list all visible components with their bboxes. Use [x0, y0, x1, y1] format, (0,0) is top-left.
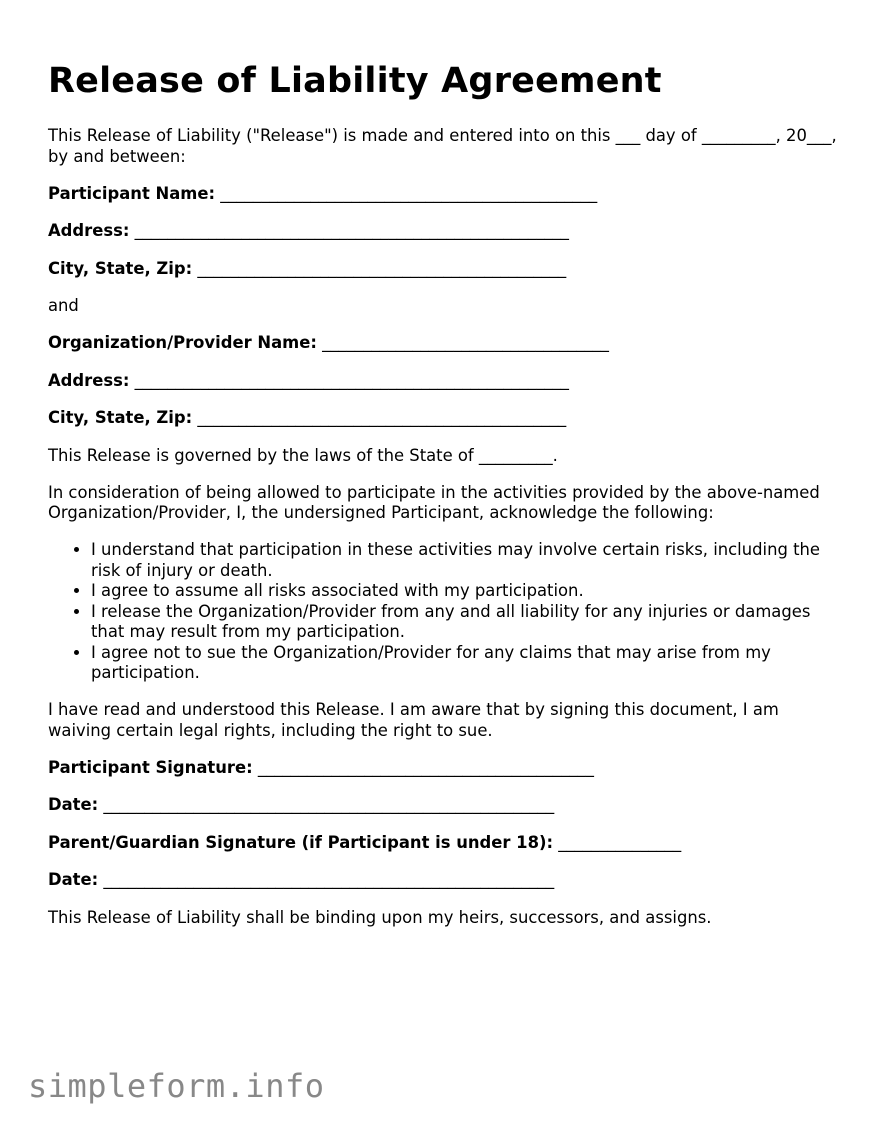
and-text: and	[48, 296, 79, 315]
organization-name-label: Organization/Provider Name:	[48, 333, 317, 352]
guardian-signature-label: Parent/Guardian Signature (if Participant is under 18):	[48, 832, 554, 852]
guardian-date-label: Date:	[48, 870, 99, 889]
organization-name-field	[48, 333, 838, 354]
participant-signature-label: Participant Signature:	[48, 757, 253, 777]
participant-name-line[interactable]: ______________________________________________	[220, 183, 598, 203]
organization-city-label: City, State, Zip:	[48, 408, 193, 427]
participant-address-label: Address:	[48, 221, 130, 240]
organization-city-field	[48, 408, 838, 429]
list-item: • I understand that participation in these activities may involve certain risks, including the risk of injury or death.	[91, 540, 838, 581]
intro-paragraph: This Release of Liability ("Release") is made and entered into on this ___ day of _________, 20___, by and between:	[48, 126, 837, 166]
governing-law-paragraph: This Release is governed by the laws of the State of _________.	[48, 445, 558, 465]
organization-address-label: Address:	[48, 370, 130, 390]
participant-address-line[interactable]: _____________________________________________________	[134, 221, 569, 240]
organization-name-line[interactable]: ___________________________________	[322, 333, 609, 352]
consideration-paragraph: In consideration of being allowed to participate in the activities provided by the above-named Organization/Provider, I, the undersigned Participant, acknowledge the following:	[48, 482, 820, 522]
list-item: • I agree not to sue the Organization/Provider for any claims that may arise from my participation.	[91, 643, 838, 684]
waiver-paragraph: I have read and understood this Release. I am aware that by signing this document, I am waiving certain legal rights, including the right to sue.	[48, 700, 779, 740]
participant-name-label: Participant Name:	[48, 183, 216, 203]
participant-signature-field	[48, 758, 838, 779]
document-title: Release of Liability Agreement	[48, 61, 662, 101]
participant-signature-line[interactable]: _________________________________________	[257, 757, 594, 777]
participant-city-line[interactable]: _____________________________________________	[197, 258, 567, 278]
watermark: simpleform.info	[28, 1067, 325, 1105]
organization-city-line[interactable]: _____________________________________________	[197, 408, 567, 427]
participant-city-field	[48, 259, 838, 280]
participant-date-line[interactable]: _______________________________________________________	[103, 795, 555, 814]
guardian-date-line[interactable]: _______________________________________________________	[103, 870, 555, 889]
organization-address-field	[48, 371, 838, 392]
acknowledgement-list	[48, 540, 838, 684]
participant-city-label: City, State, Zip:	[48, 258, 193, 278]
guardian-signature-field	[48, 833, 838, 854]
guardian-signature-line[interactable]: _______________	[558, 832, 682, 852]
organization-address-line[interactable]: _____________________________________________________	[134, 370, 569, 390]
participant-date-field	[48, 795, 838, 816]
binding-clause-paragraph: This Release of Liability shall be binding upon my heirs, successors, and assigns.	[48, 907, 712, 927]
guardian-date-field	[48, 870, 838, 891]
participant-name-field	[48, 184, 838, 205]
list-item: • I agree to assume all risks associated with my participation.	[91, 581, 838, 602]
list-item: • I release the Organization/Provider from any and all liability for any injuries or damages that may result from my participation.	[91, 602, 838, 643]
participant-address-field	[48, 221, 838, 242]
document-page	[48, 58, 838, 945]
participant-date-label: Date:	[48, 795, 99, 814]
